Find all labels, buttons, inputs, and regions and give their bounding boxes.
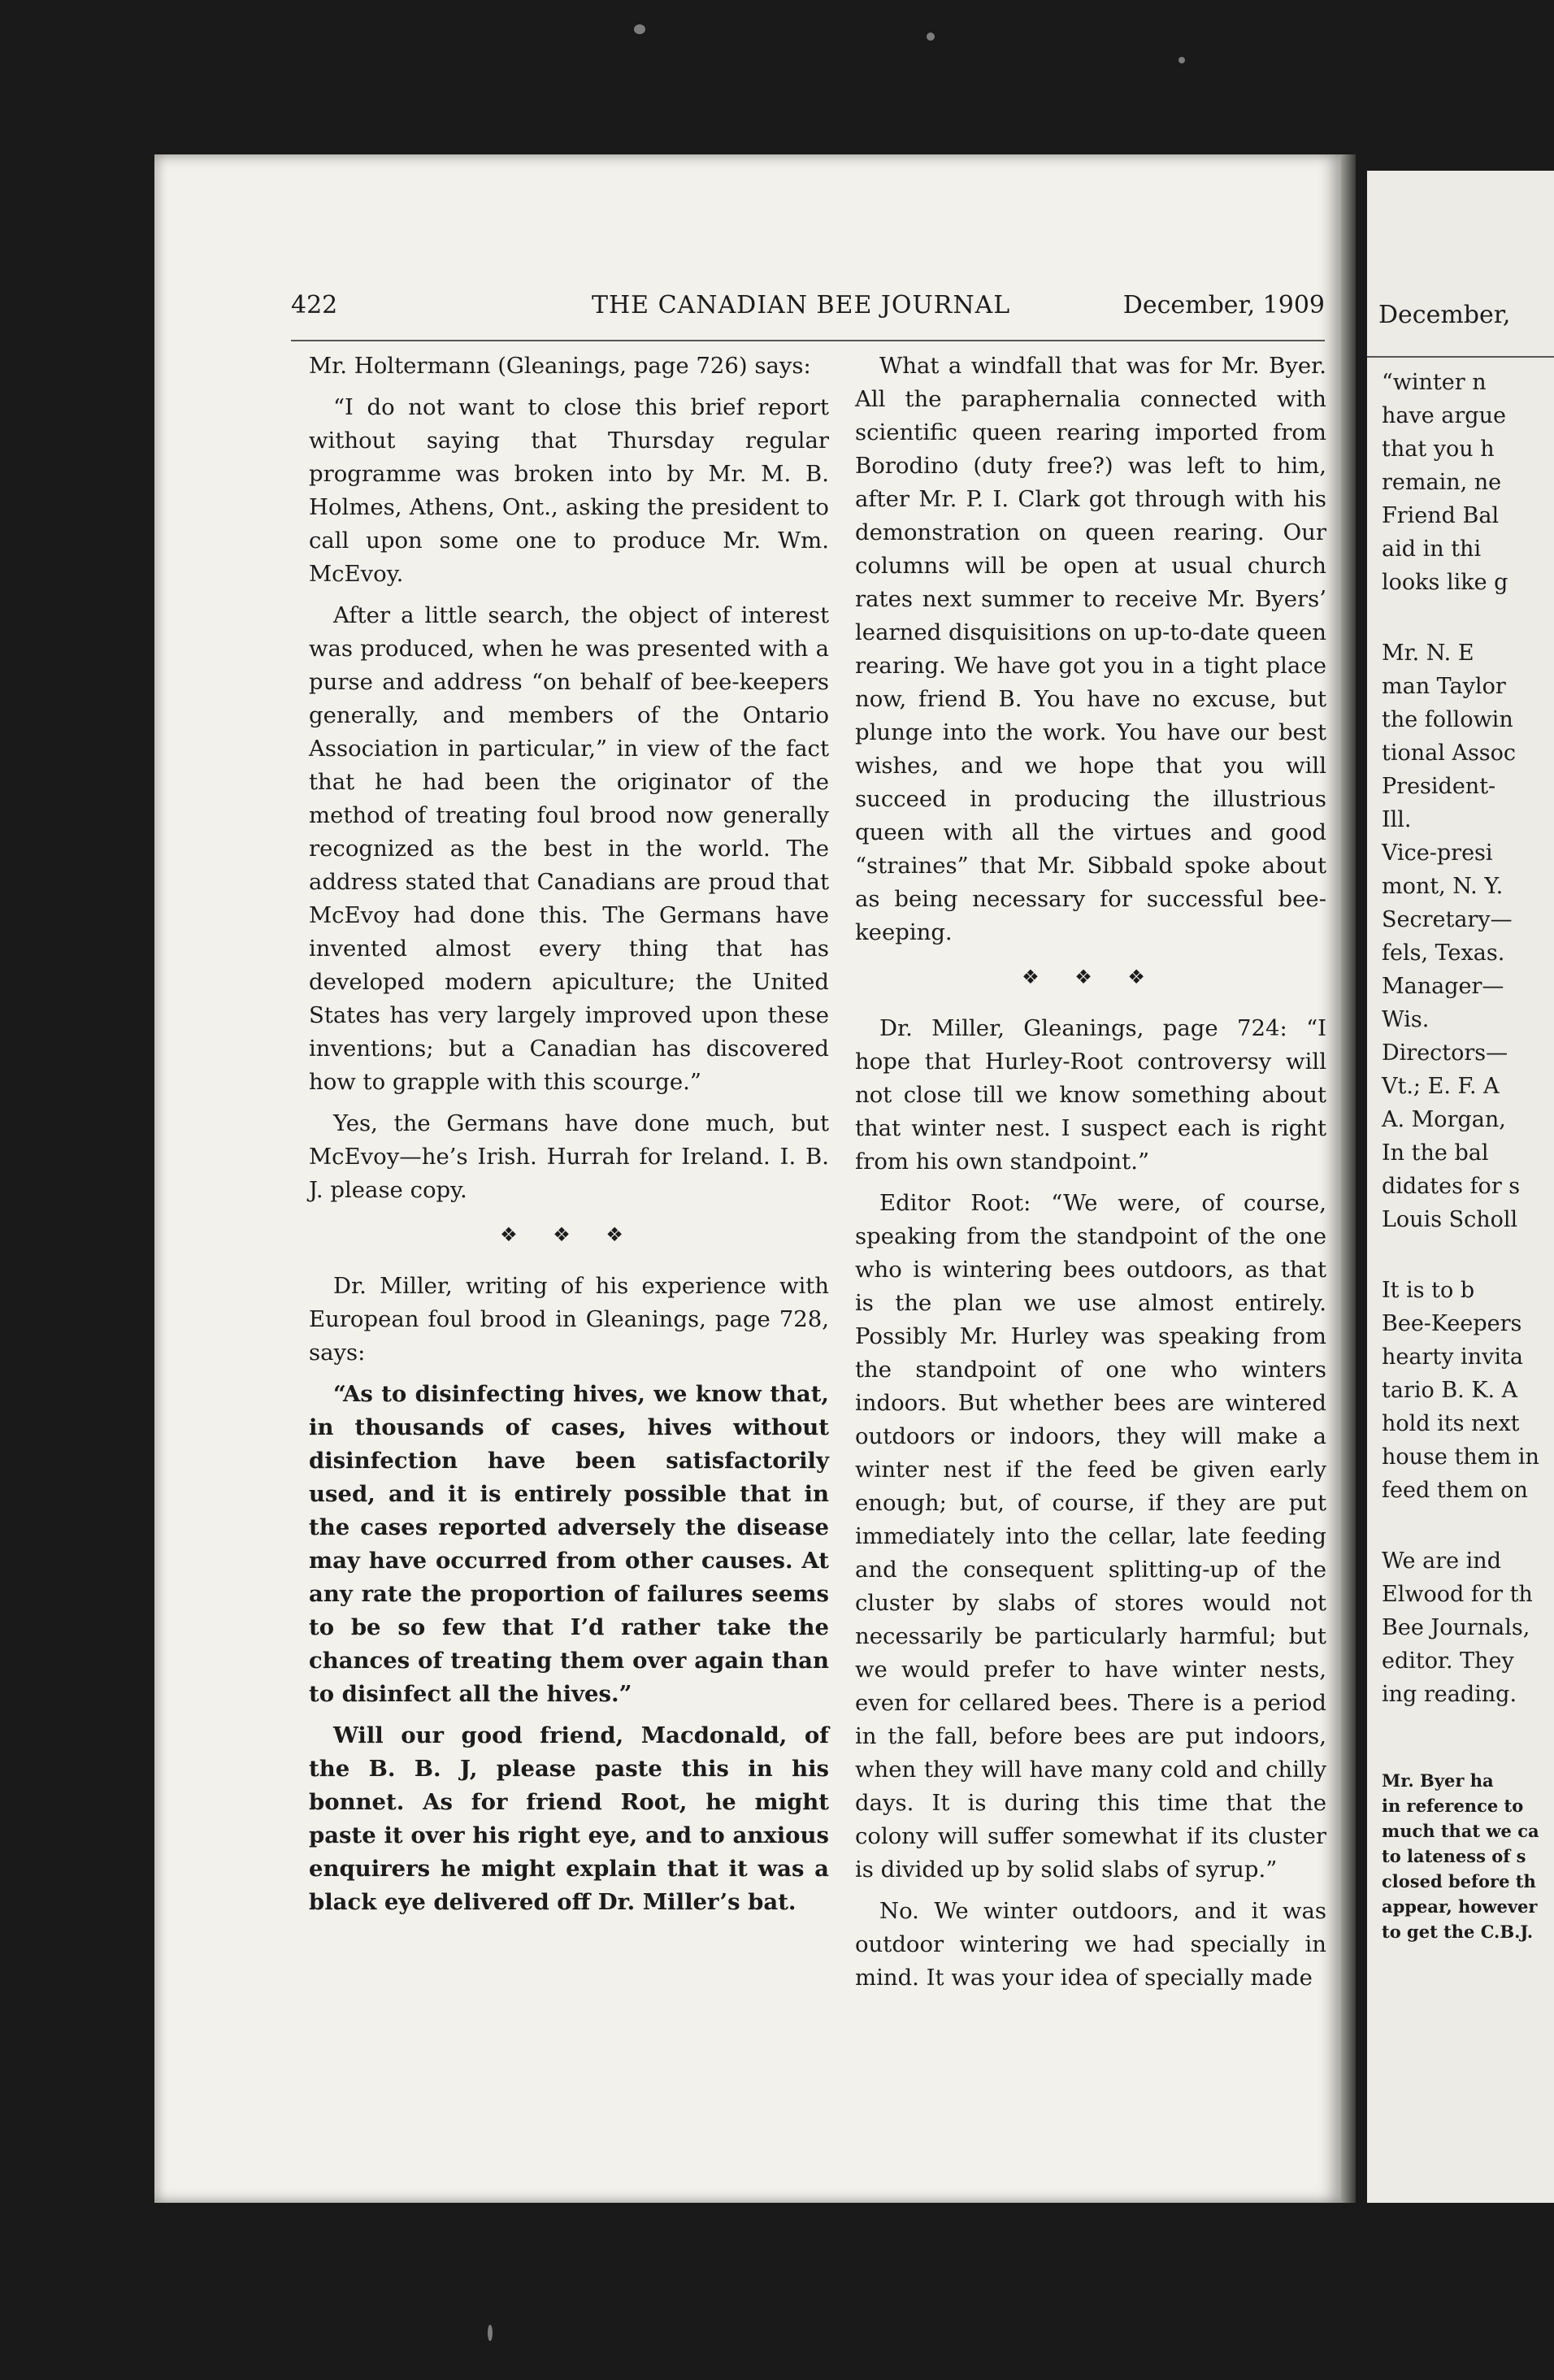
article-paragraph: Dr. Miller, writing of his experience with European foul brood in Gleanings, page 728, says: bbox=[309, 1273, 829, 1366]
next-page-line: Bee-Keepers bbox=[1382, 1311, 1522, 1336]
next-page-line: house them in bbox=[1382, 1444, 1539, 1470]
next-page-line: remain, ne bbox=[1382, 470, 1502, 495]
next-page-line: hold its next bbox=[1382, 1411, 1520, 1436]
next-page-line: Ill. bbox=[1382, 807, 1412, 832]
next-page-line: the followin bbox=[1382, 707, 1513, 732]
next-page-line: It is to b bbox=[1382, 1278, 1475, 1303]
article-paragraph: “As to disinfecting hives, we know that, in thousands of cases, hives without disinfection have been satisfactorily used, and it is entirely possible that in the cases reported adversely the disease may have occurred from other causes. At any rate the proportion of failures seems to be so few that I’d rather take the chances of treating them over again than to disinfect all the hives.” bbox=[309, 1381, 829, 1707]
next-page-line: President- bbox=[1382, 774, 1496, 799]
section-ornament: ❖ ❖ ❖ bbox=[1022, 966, 1160, 988]
next-page-header-rule bbox=[1367, 356, 1554, 358]
next-page-line: Bee Journals, bbox=[1382, 1615, 1530, 1640]
next-page-line: Elwood for th bbox=[1382, 1582, 1533, 1607]
next-page-line: We are ind bbox=[1382, 1548, 1501, 1574]
next-page-line bbox=[1382, 599, 1554, 636]
next-page-note-line: much that we ca bbox=[1382, 1821, 1539, 1841]
next-page-line: have argue bbox=[1382, 403, 1506, 428]
right-column bbox=[855, 350, 1326, 2003]
next-page-note-line: Mr. Byer ha bbox=[1382, 1770, 1494, 1791]
left-column bbox=[309, 350, 829, 1927]
next-page-line: Directors— bbox=[1382, 1040, 1508, 1066]
next-page-line: Wis. bbox=[1382, 1007, 1430, 1032]
article-paragraph: After a little search, the object of interest was produced, when he was presented with a purse and address “on behalf of bee-keepers generally, and members of the Ontario Association in particular,” in view of the fact that he had been the originator of the method of treating foul brood now generally recognized as the best in the world. The address stated that Canadians are proud that McEvoy had done this. The Germans have invented almost every thing that has developed modern apiculture; the United States has very largely improved upon these inventions; but a Canadian has discovered how to grapple with this scourge.” bbox=[309, 602, 829, 1095]
next-page-line: didates for s bbox=[1382, 1174, 1521, 1199]
article-paragraph: Will our good friend, Macdonald, of the B. B. J, please paste this in his bonnet. As for friend Root, he might paste it over his right eye, and to anxious enquirers he might explain that it was a black eye delivered off Dr. Miller’s bat. bbox=[309, 1722, 829, 1915]
next-page-line: In the bal bbox=[1382, 1140, 1489, 1166]
issue-date: December, 1909 bbox=[1122, 291, 1325, 319]
next-page-note-line: appear, however bbox=[1382, 1896, 1538, 1917]
next-page-line: that you h bbox=[1382, 436, 1495, 462]
dust-speck bbox=[1179, 57, 1185, 63]
dust-speck bbox=[634, 24, 645, 34]
next-page-line: Vice-presi bbox=[1382, 840, 1493, 866]
next-page-line: Manager— bbox=[1382, 974, 1504, 999]
section-ornament: ❖ ❖ ❖ bbox=[500, 1223, 638, 1246]
next-page-line bbox=[1382, 1236, 1554, 1274]
article-paragraph: Yes, the Germans have done much, but McEvoy—he’s Irish. Hurrah for Ireland. I. B. J. please copy. bbox=[309, 1110, 829, 1203]
next-page-note bbox=[1382, 1768, 1554, 1944]
next-page-line: “winter n bbox=[1382, 370, 1487, 395]
article-paragraph: “I do not want to close this brief report without saying that Thursday regular programme was broken into by Mr. M. B. Holmes, Athens, Ont., asking the president to call upon some one to produce Mr. Wm. McEvoy. bbox=[309, 394, 829, 587]
next-page-line: ing reading. bbox=[1382, 1682, 1517, 1707]
next-page-line: feed them on bbox=[1382, 1478, 1528, 1503]
journal-page bbox=[154, 154, 1341, 2203]
next-page-line bbox=[1382, 1507, 1554, 1544]
next-page-note-line: to get the C.B.J. bbox=[1382, 1922, 1534, 1942]
next-page-fragment bbox=[1367, 171, 1554, 2203]
next-page-line: Vt.; E. F. A bbox=[1382, 1074, 1500, 1099]
page-header bbox=[291, 283, 1325, 341]
next-page-line: editor. They bbox=[1382, 1648, 1514, 1674]
article-paragraph: Editor Root: “We were, of course, speaking from the standpoint of the one who is wintering bees outdoors, as that is the plan we use almost entirely. Possibly Mr. Hurley was speaking from the standpoint of one who winters indoors. But whether bees are wintered outdoors or indoors, they will make a winter nest if the feed be given early enough; but, of course, if they are put immediately into the cellar, late feeding and the consequent splitting-up of the cluster by slabs of stores would not necessarily be particularly harmful; but we would prefer to have winter nests, even for cellared bees. There is a period in the fall, before bees are put indoors, when they will have many cold and chilly days. It is during this time that the colony will suffer somewhat if its cluster is divided up by solid slabs of syrup.” bbox=[855, 1190, 1326, 1883]
dust-speck bbox=[488, 2325, 493, 2341]
next-page-note-line: to lateness of s bbox=[1382, 1846, 1526, 1866]
next-page-line: tario B. K. A bbox=[1382, 1378, 1518, 1403]
article-paragraph: What a windfall that was for Mr. Byer. All the paraphernalia connected with scientific queen rearing imported from Borodino (duty free?) was left to him, after Mr. P. I. Clark got through with his demonstration on queen rearing. Our columns will be open at usual church rates next summer to receive Mr. Byers’ learned disquisitions on up-to-date queen rearing. We have got you in a tight place now, friend B. You have no excuse, but plunge into the work. You have our best wishes, and we hope that you will succeed in producing the illustrious queen with all the virtues and good “straines” that Mr. Sibbald spoke about as being necessary for successful bee-keeping. bbox=[855, 353, 1326, 945]
next-page-note-line: closed before th bbox=[1382, 1871, 1536, 1891]
next-page-column bbox=[1382, 366, 1554, 1944]
next-page-header: December, bbox=[1378, 301, 1511, 329]
next-page-spacer bbox=[1382, 1711, 1554, 1768]
next-page-line: fels, Texas. bbox=[1382, 940, 1505, 966]
next-page-line: hearty invita bbox=[1382, 1344, 1523, 1370]
journal-title: THE CANADIAN BEE JOURNAL bbox=[592, 291, 1011, 319]
next-page-line: looks like g bbox=[1382, 570, 1508, 595]
next-page-line: Mr. N. E bbox=[1382, 641, 1474, 666]
article-paragraph: No. We winter outdoors, and it was outdoor wintering we had specially in mind. It was your idea of specially made bbox=[855, 1898, 1326, 1991]
article-paragraph: Mr. Holtermann (Gleanings, page 726) says: bbox=[309, 353, 811, 379]
next-page-line: Friend Bal bbox=[1382, 503, 1500, 528]
next-page-line: aid in thi bbox=[1382, 536, 1482, 562]
next-page-line: Louis Scholl bbox=[1382, 1207, 1518, 1232]
page-spine-shadow bbox=[1341, 154, 1356, 2203]
dust-speck bbox=[927, 33, 935, 41]
next-page-line: tional Assoc bbox=[1382, 740, 1517, 766]
article-paragraph: Dr. Miller, Gleanings, page 724: “I hope that Hurley-Root controversy will not close till we know something about that winter nest. I suspect each is right from his own standpoint.” bbox=[855, 1015, 1326, 1175]
next-page-note-line: in reference to bbox=[1382, 1796, 1524, 1816]
page-number: 422 bbox=[291, 291, 338, 319]
next-page-line: man Taylor bbox=[1382, 674, 1506, 699]
next-page-line: A. Morgan, bbox=[1382, 1107, 1506, 1132]
next-page-line: mont, N. Y. bbox=[1382, 874, 1504, 899]
next-page-line: Secretary— bbox=[1382, 907, 1513, 932]
